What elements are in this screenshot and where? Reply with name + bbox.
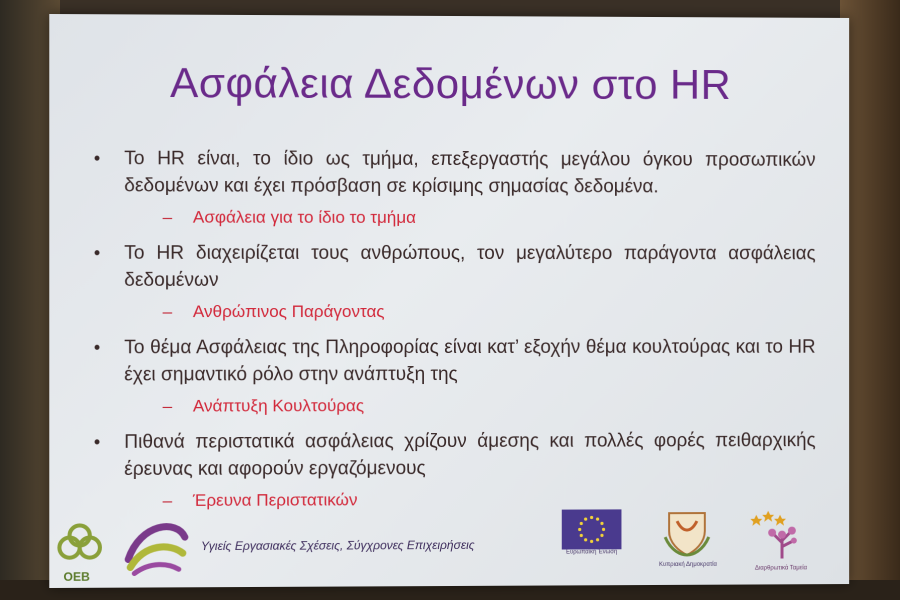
bullet-dot-icon: • <box>93 337 101 358</box>
bullet-dot-icon: • <box>93 242 101 263</box>
slide-content <box>86 145 816 523</box>
bullet-item <box>86 240 816 294</box>
sub-text: Ασφάλεια για το ίδιο το τμήμα <box>192 207 417 227</box>
swirl-logo-icon <box>120 513 191 578</box>
structural-funds-tree-icon <box>737 507 826 561</box>
structural-funds-logo <box>737 507 826 577</box>
bullet-item <box>86 145 816 201</box>
eu-logo <box>562 509 622 561</box>
bullet-item <box>86 427 816 483</box>
eu-flag-icon <box>562 509 622 549</box>
oeb-label: OEB <box>63 569 90 584</box>
bullet-text: Το HR διαχειρίζεται τους ανθρώπους, τον μεγαλύτερο παράγοντα ασφάλειας δεδομένων <box>124 242 816 291</box>
sub-item <box>86 300 816 324</box>
cyprus-label: Κυπριακή Δημοκρατία <box>658 561 717 569</box>
dash-icon: – <box>162 396 173 416</box>
footer-tagline: Υγιείς Εργασιακές Σχέσεις, Σύγχρονες Επιχειρήσεις <box>200 537 475 554</box>
sub-text: Ανθρώπινος Παράγοντας <box>192 302 385 322</box>
bullet-dot-icon: • <box>93 148 101 169</box>
sub-item <box>86 205 816 230</box>
sub-item <box>86 393 816 418</box>
dash-icon: – <box>162 207 173 227</box>
eu-label: Ευρωπαϊκή Ένωση <box>565 549 618 556</box>
cyprus-emblem <box>659 507 715 573</box>
dash-icon: – <box>162 302 173 322</box>
bullet-item <box>86 334 816 389</box>
bullet-text: Το θέμα Ασφάλειας της Πληροφορίας είναι κατ’ εξοχήν θέμα κουλτούρας και το HR έχει σημαντικό ρόλο στην ανάπτυξη της <box>124 336 816 386</box>
structural-funds-label: Διαρθρωτικά Ταμεία <box>754 565 808 572</box>
cyprus-emblem-icon <box>659 507 715 557</box>
slide-title: Ασφάλεια Δεδομένων στο HR <box>170 58 732 108</box>
bullet-text: Πιθανά περιστατικά ασφάλειας χρίζουν άμεσης και πολλές φορές πειθαρχικής έρευνας και αφορούν εργαζόμενους <box>124 430 816 481</box>
dash-icon: – <box>162 490 173 511</box>
oeb-logo-icon <box>49 517 110 582</box>
sub-text: Έρευνα Περιστατικών <box>192 490 358 510</box>
bullet-dot-icon: • <box>93 431 101 452</box>
sub-text: Ανάπτυξη Κουλτούρας <box>192 396 365 416</box>
slide-footer <box>49 505 849 588</box>
bullet-text: Το HR είναι, το ίδιο ως τμήμα, επεξεργαστής μεγάλου όγκου προσωπικών δεδομένων και έχει πρόσβαση σε κρίσιμης σημασίας δεδομένα. <box>124 148 816 198</box>
presentation-slide <box>49 14 849 588</box>
